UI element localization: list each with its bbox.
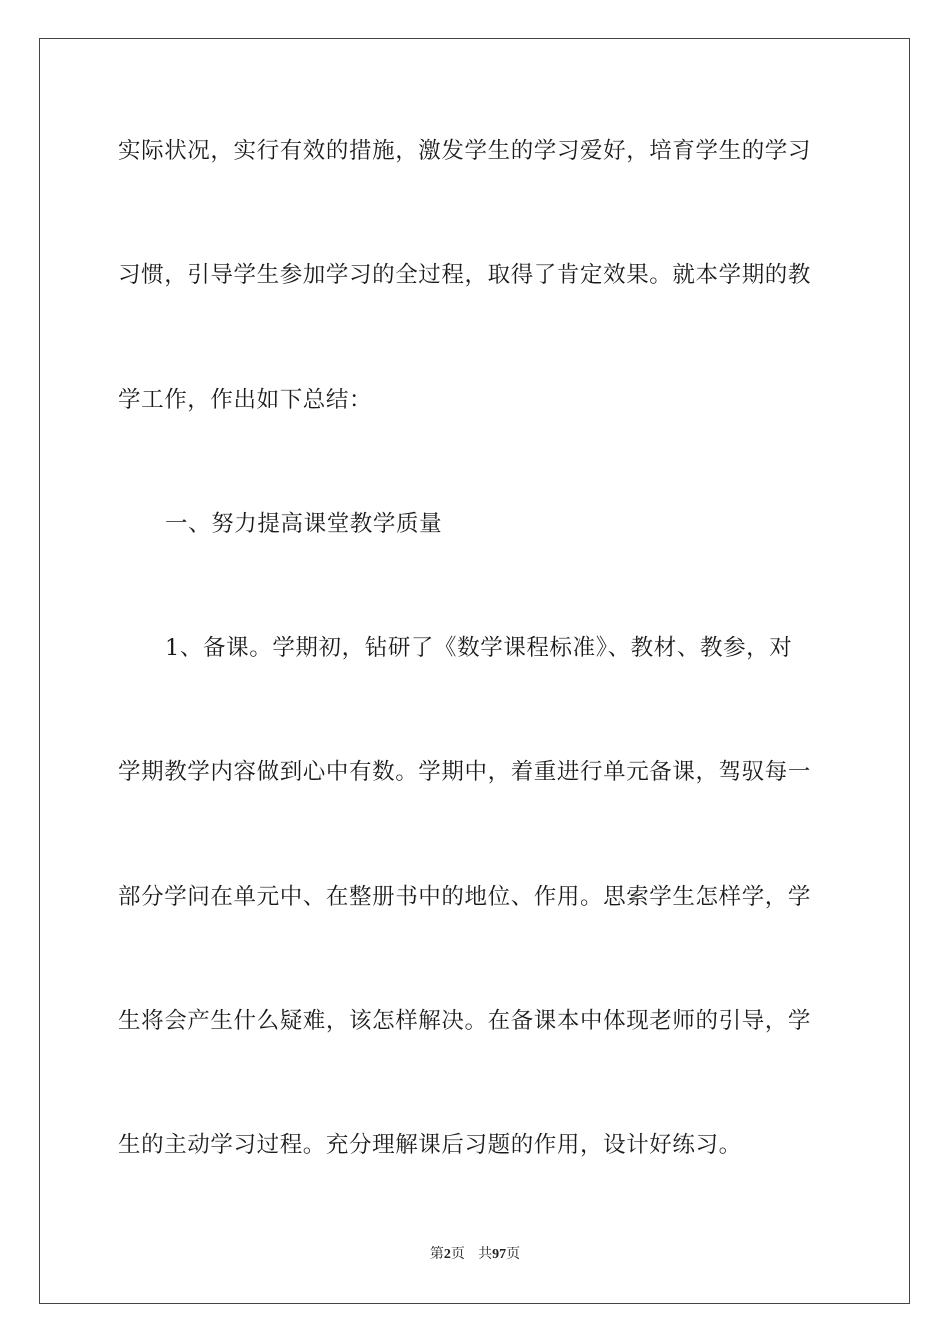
total-prefix: 共: [478, 1246, 493, 1262]
page-border: [39, 38, 910, 1304]
text-line: 1、备课。学期初，钻研了《数学课程标准》、教材、教参，对: [165, 635, 793, 661]
total-pages: 97: [492, 1247, 507, 1262]
page-prefix: 第: [429, 1246, 444, 1262]
text-line: 学工作，作出如下总结：: [118, 387, 373, 413]
page-number: 2: [443, 1247, 451, 1262]
section-heading: 一、努力提高课堂教学质量: [165, 511, 443, 537]
page-footer: [0, 1244, 950, 1265]
text-line: 生的主动学习过程。充分理解课后习题的作用，设计好练习。: [118, 1132, 742, 1158]
total-suffix: 页: [506, 1246, 521, 1262]
text-line: 实际状况，实行有效的措施，激发学生的学习爱好，培育学生的学习: [118, 138, 812, 164]
text-line: 生将会产生什么疑难，该怎样解决。在备课本中体现老师的引导，学: [118, 1008, 812, 1034]
page-suffix: 页: [450, 1246, 465, 1262]
text-line: 习惯，引导学生参加学习的全过程，取得了肯定效果。就本学期的教: [118, 262, 812, 288]
text-line: 部分学问在单元中、在整册书中的地位、作用。思索学生怎样学，学: [118, 884, 812, 910]
text-line: 学期教学内容做到心中有数。学期中，着重进行单元备课，驾驭每一: [118, 759, 812, 785]
